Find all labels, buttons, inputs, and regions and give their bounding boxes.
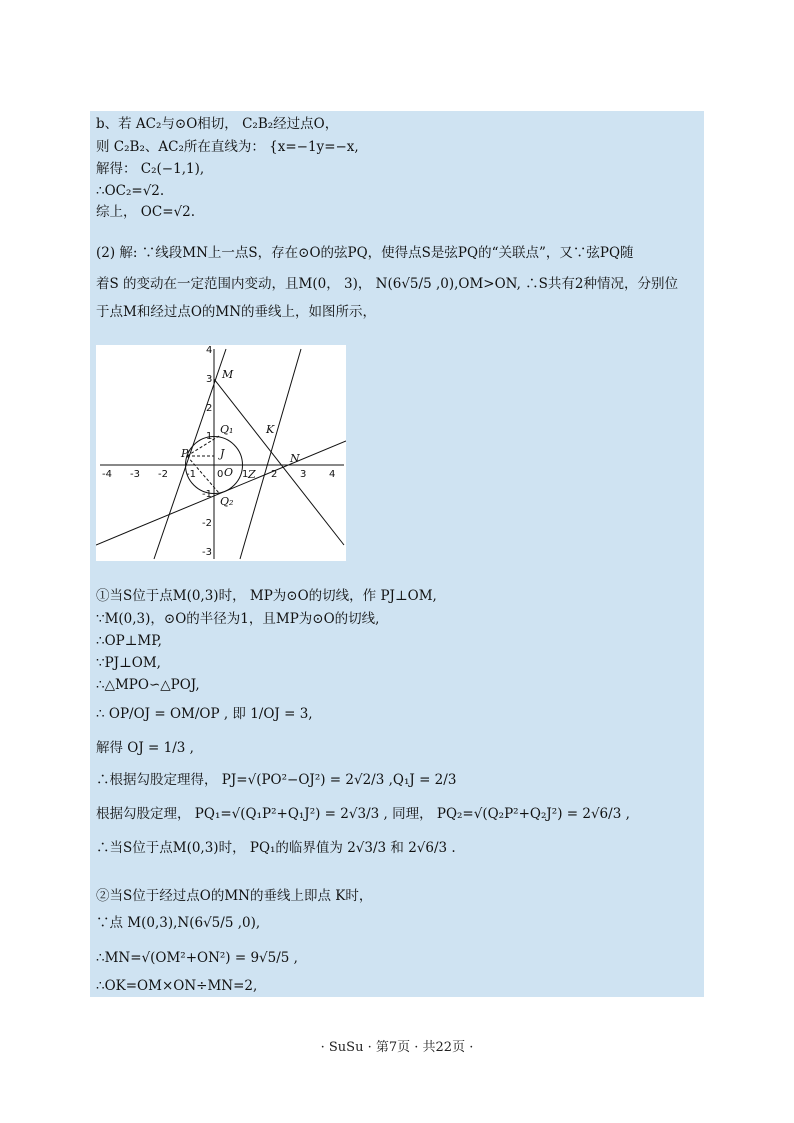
text-line: b、若 AC₂与⊙O相切， C₂B₂经过点O， (96, 116, 339, 132)
x-tick: 1 (242, 469, 249, 480)
text-line: ∴OK=OM×ON÷MN=2, (96, 978, 258, 994)
text-line: ∴MN=√(OM²+ON²) = 9√5/5 , (96, 950, 298, 966)
x-tick: 0 (217, 469, 224, 480)
text-line: ∴当S位于点M(0,3)时， PQ₁的临界值为 2√3/3 和 2√6/3 . (96, 840, 456, 856)
point-label: N (290, 452, 300, 465)
text-line: ∴ OP/OJ = OM/OP , 即 1/OJ = 3, (96, 706, 313, 722)
point-label: Q₁ (220, 423, 234, 436)
y-tick: -2 (202, 518, 212, 529)
text-line: ∴OC₂=√2. (96, 183, 165, 199)
text-line: ∵点 M(0,3),N(6√5/5 ,0), (96, 915, 261, 931)
y-tick: 2 (206, 403, 213, 414)
line-mn (214, 379, 344, 545)
text-line: 解得 OJ = 1/3 , (96, 740, 194, 756)
y-tick: 3 (206, 374, 213, 385)
text-line: 解得： C₂(−1,1), (96, 161, 205, 177)
point-label: Q₂ (220, 495, 234, 508)
point-label: K (266, 423, 275, 436)
text-line: 着S 的变动在一定范围内变动，且M(0， 3)， N(6√5/5 ,0),OM>ON, ∴S共有2种情况，分别位 (96, 276, 679, 292)
text-line: 根据勾股定理， PQ₁=√(Q₁P²+Q₁J²) = 2√3/3 , 同理， PQ₂=√(Q₂P²+Q₂J²) = 2√6/3 , (96, 806, 630, 822)
text-line: ∵M(0,3)，⊙O的半径为1，且MP为⊙O的切线, (96, 611, 380, 627)
text-line: 则 C₂B₂、AC₂所在直线为： {x=−1y=−x, (96, 139, 359, 155)
text-line: ②当S位于经过点O的MN的垂线上即点 K时， (96, 888, 373, 904)
y-tick: -1 (202, 489, 212, 500)
x-tick: -4 (102, 469, 112, 480)
point-label: M (222, 368, 234, 381)
page-footer: · SuSu · 第7页 · 共22页 · (320, 1040, 474, 1055)
point-label: P (181, 447, 189, 460)
text-line: ∴△MPO∽△POJ, (96, 677, 200, 693)
text-line: (2) 解: ∵线段MN上一点S，存在⊙O的弦PQ，使得点S是弦PQ的“关联点”，又∵弦PQ随 (96, 245, 634, 261)
point-label: Z (248, 468, 256, 481)
x-tick: -3 (130, 469, 140, 480)
text-line: ∵PJ⊥OM, (96, 655, 161, 671)
x-tick: -2 (158, 469, 168, 480)
x-tick: 2 (271, 469, 278, 480)
geometry-figure (96, 345, 346, 561)
text-line: 综上， OC=√2. (96, 204, 195, 220)
y-tick: 1 (206, 431, 213, 442)
coordinate-diagram (96, 345, 346, 561)
y-tick: 4 (206, 345, 213, 356)
text-line: 于点M和经过点O的MN的垂线上，如图所示， (96, 304, 377, 320)
text-line: ∴OP⊥MP, (96, 633, 162, 649)
text-line: ∴根据勾股定理得， PJ=√(PO²−OJ²) = 2√2/3 ,Q₁J = 2/3 (96, 772, 457, 788)
point-label: O (224, 466, 234, 479)
x-tick: -1 (186, 469, 196, 480)
text-line: ①当S位于点M(0,3)时， MP为⊙O的切线，作 PJ⊥OM, (96, 588, 437, 604)
x-tick: 3 (300, 469, 307, 480)
solution-panel (90, 111, 704, 997)
x-tick: 4 (329, 469, 336, 480)
y-tick: -3 (202, 547, 212, 558)
point-label: J (220, 447, 225, 460)
